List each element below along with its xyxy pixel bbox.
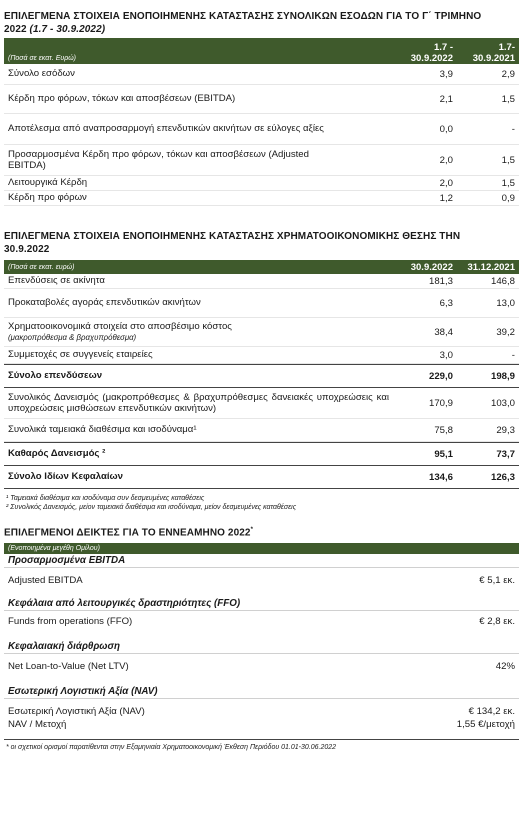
table-row: Επενδύσεις σε ακίνητα 181,3 146,8	[4, 274, 519, 289]
kpi-row: Funds from operations (FFO) € 2,8 εκ.	[8, 616, 515, 628]
position-table-body	[4, 274, 519, 489]
table-row: Χρηματοοικονομικά στοιχεία στο αποσβέσιμο κόστος (μακροπρόθεσμα & βραχυπρόθεσμα) 38,4 39,2	[4, 318, 519, 347]
income-table-body	[4, 64, 519, 206]
kpi-section-ebitda: Προσαρμοσμένα EBITDA Adjusted EBITDA € 5,1 εκ.	[4, 554, 519, 593]
table-row: Σύνολο εσόδων 3,9 2,9	[4, 64, 519, 85]
table-row-equity: Σύνολο Ιδίων Κεφαλαίων 134,6 126,3	[4, 466, 519, 489]
kpi-footnote: * οι σχετικοί ορισμοί παρατίθενται στην Εξαμηνιαία Χρηματοοικονομική Έκθεση Περιόδου 01.01-30.06.2022	[4, 739, 519, 752]
table-row: Προσαρμοσμένα Κέρδη προ φόρων, τόκων και αποσβέσεων (Adjusted EBITDA) 2,0 1,5	[4, 145, 519, 176]
kpi-section-nav: Εσωτερική Λογιστική Αξία (NAV) Εσωτερική Λογιστική Αξία (NAV) € 134,2 εκ. NAV / Μετοχή 1,55 €/μετοχή	[4, 685, 519, 731]
kpi-row: NAV / Μετοχή 1,55 €/μετοχή	[8, 719, 515, 731]
table-row: Αποτέλεσμα από αναπροσαρμογή επενδυτικών ακινήτων σε εύλογες αξίες 0,0 -	[4, 114, 519, 145]
kpi-header: (Ενοποιημένα μεγέθη Ομίλου)	[4, 543, 519, 554]
income-table-header: (Ποσά σε εκατ. Ευρώ) 1.7 - 30.9.2022 1.7- 30.9.2021	[4, 38, 519, 64]
kpi-section-capital: Κεφαλαιακή διάρθρωση Net Loan-to-Value (Net LTV) 42%	[4, 640, 519, 681]
position-table-header: (Ποσά σε εκατ. ευρώ) 30.9.2022 31.12.2021	[4, 260, 519, 274]
table-row: Λειτουργικά Κέρδη 2,0 1,5	[4, 176, 519, 191]
table-row: Κέρδη προ φόρων 1,2 0,9	[4, 191, 519, 206]
table-row: Συνολικά ταμειακά διαθέσιμα και ισοδύναμα¹ 75,8 29,3	[4, 419, 519, 442]
table-row: Συμμετοχές σε συγγενείς εταιρείες 3,0 -	[4, 347, 519, 364]
table-row-total-investments: Σύνολο επενδύσεων 229,0 198,9	[4, 364, 519, 388]
kpi-section-ffo: Κεφάλαια από λειτουργικές δραστηριότητες (FFO) Funds from operations (FFO) € 2,8 εκ.	[4, 597, 519, 636]
table-row: Συνολικός Δανεισμός (μακροπρόθεσμες & βραχυπρόθεσμες δανειακές υποχρεώσεις και υποχρεώσεις μισθώσεων επενδυτικών ακινήτων) 170,9 103,0	[4, 388, 519, 419]
table-row: Κέρδη προ φόρων, τόκων και αποσβέσεων (EBITDA) 2,1 1,5	[4, 85, 519, 114]
kpi-row: Adjusted EBITDA € 5,1 εκ.	[8, 575, 515, 587]
kpi-row: Net Loan-to-Value (Net LTV) 42%	[8, 661, 515, 673]
table-row: Προκαταβολές αγοράς επενδυτικών ακινήτων 6,3 13,0	[4, 289, 519, 318]
table-row-net-debt: Καθαρός Δανεισμός ² 95,1 73,7	[4, 442, 519, 466]
kpi-row: Εσωτερική Λογιστική Αξία (NAV) € 134,2 εκ.	[8, 706, 515, 718]
position-notes: ¹ Ταμειακά διαθέσιμα και ισοδύναμα συν δεσμευμένες καταθέσεις ² Συνολικός Δανεισμός, μείον ταμειακά διαθέσιμα και ισοδύναμα, μείον δεσμευμένες καταθέσεις	[6, 495, 297, 511]
income-title: ΕΠΙΛΕΓΜΕΝΑ ΣΤΟΙΧΕΙΑ ΕΝΟΠΟΙΗΜΕΝΗΣ ΚΑΤΑΣΤΑΣΗΣ ΣΥΝΟΛΙΚΩΝ ΕΣΟΔΩΝ ΓΙΑ ΤΟ Γ΄ ΤΡΙΜΗΝΟ 2022 (1.7 - 30.9.2022)	[4, 11, 482, 35]
kpi-title: ΕΠΙΛΕΓΜΕΝΟΙ ΔΕΙΚΤΕΣ ΓΙΑ ΤΟ ΕΝΝΕΑΜΗΝΟ 2022*	[4, 527, 254, 539]
position-title: ΕΠΙΛΕΓΜΕΝΑ ΣΤΟΙΧΕΙΑ ΕΝΟΠΟΙΗΜΕΝΗΣ ΚΑΤΑΣΤΑΣΗΣ ΧΡΗΜΑΤΟΟΙΚΟΝΟΜΙΚΗΣ ΘΕΣΗΣ ΤΗΝ 30.9.2022	[4, 231, 461, 255]
